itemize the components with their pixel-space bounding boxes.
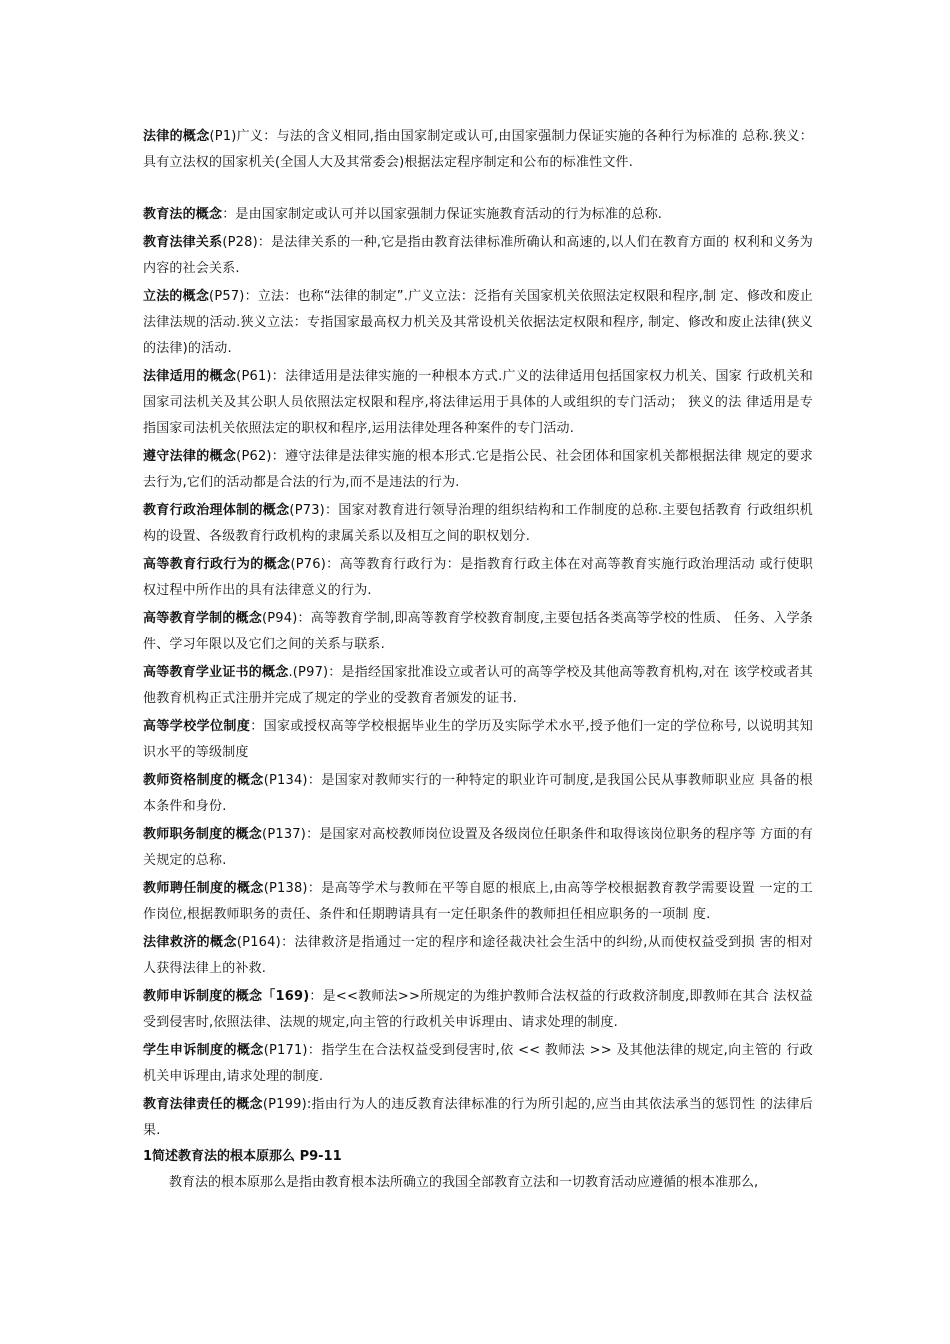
definition-term: 教育法律责任的概念 xyxy=(143,1097,263,1112)
definition-paragraph xyxy=(143,230,813,282)
definition-body: (P171)：指学生在合法权益受到侵害时,依 << 教师法 >> 及其他法律的规定,向主管的 行政机关申诉理由,请求处理的制度. xyxy=(143,1043,813,1084)
section-heading: 1简述教育法的根本原那么 P9-11 xyxy=(143,1149,342,1164)
definition-body: (P28)：是法律关系的一种,它是指由教育法律标准所确认和高速的,以人们在教育方面的 权利和义务为内容的社会关系. xyxy=(143,235,813,276)
definition-term: 教师职务制度的概念 xyxy=(143,827,263,842)
definition-term: 立法的概念 xyxy=(143,289,210,304)
definition-paragraph xyxy=(143,822,813,874)
definition-paragraph xyxy=(143,606,813,658)
definition-term: 高等学校学位制度 xyxy=(143,719,251,734)
definition-paragraph xyxy=(143,1038,813,1090)
definition-paragraph xyxy=(143,284,813,362)
definition-paragraph xyxy=(143,498,813,550)
definition-term: 教师聘任制度的概念 xyxy=(143,881,264,896)
definition-body: (P137)：是国家对高校教师岗位设置及各级岗位任职条件和取得该岗位职务的程序等 方面的有关规定的总称. xyxy=(143,827,813,868)
definition-body: (P61)：法律适用是法律实施的一种根本方式.广义的法律适用包括国家权力机关、国家 行政机关和国家司法机关及其公职人员依照法定权限和程序,将法律运用于具体的人或组织的专门活动； 狭义的法 律适用是专指国家司法机关依照法定的职权和程序,运用法律处理各种案件的专门活动. xyxy=(143,369,813,436)
definition-paragraph xyxy=(143,660,813,712)
definition-term: 高等教育学业证书的概念 xyxy=(143,665,289,680)
document-body xyxy=(143,124,813,1196)
definition-term: 高等教育行政行为的概念 xyxy=(143,557,291,572)
definition-body: ：是<<教师法>>所规定的为维护教师合法权益的行政救济制度,即教师在其合 法权益受到侵害时,依照法律、法规的规定,向主管的行政机关申诉理由、请求处理的制度. xyxy=(143,989,813,1030)
definition-paragraph xyxy=(143,714,813,766)
definition-paragraph xyxy=(143,876,813,928)
definition-body: (P164)：法律救济是指通过一定的程序和途径裁决社会生活中的纠纷,从而使权益受到损 害的相对人获得法律上的补救. xyxy=(143,935,814,976)
definition-body: ：国家或授权高等学校根据毕业生的学历及实际学术水平,授予他们一定的学位称号, 以说明其知识水平的等级制度 xyxy=(143,719,813,760)
definition-paragraph xyxy=(143,202,813,228)
definition-term: 学生申诉制度的概念 xyxy=(143,1043,264,1058)
definition-term: 教师申诉制度的概念「169) xyxy=(143,989,310,1004)
definition-term: 高等教育学制的概念 xyxy=(143,611,262,626)
definition-term: 教师资格制度的概念 xyxy=(143,773,264,788)
definition-term: 法律的概念 xyxy=(143,129,210,144)
definition-paragraph xyxy=(143,768,813,820)
definition-paragraph xyxy=(143,364,813,442)
definition-paragraph xyxy=(143,552,813,604)
definition-body: .(P97)：是指经国家批准设立或者认可的高等学校及其他高等教育机构,对在 该学校或者其他教育机构正式注册并完成了规定的学业的受教育者颁发的证书. xyxy=(143,665,813,706)
definition-body: (P138)：是高等学术与教师在平等自愿的根底上,由高等学校根据教育教学需要设置 一定的工作岗位,根据教师职务的责任、条件和任期聘请具有一定任职条件的教师担任相应职务的一项制 度. xyxy=(143,881,813,922)
definition-paragraph xyxy=(143,124,813,176)
definition-body: (P134)：是国家对教师实行的一种特定的职业许可制度,是我国公民从事教师职业应 具备的根本条件和身份. xyxy=(143,773,813,814)
definition-term: 教育法律关系 xyxy=(143,235,223,250)
definition-paragraph xyxy=(143,930,813,982)
definition-term: 法律适用的概念 xyxy=(143,369,237,384)
definition-term: 教育行政治理体制的概念 xyxy=(143,503,290,518)
definition-body: ：是由国家制定或认可并以国家强制力保证实施教育活动的行为标准的总称. xyxy=(222,207,663,222)
definition-paragraph xyxy=(143,444,813,496)
section-text: 教育法的根本原那么是指由教育根本法所确立的我国全部教育立法和一切教育活动应遵循的根本准那么, xyxy=(169,1175,759,1190)
definition-body: (P94)：高等教育学制,即高等教育学校教育制度,主要包括各类高等学校的性质、 任务、入学条件、学习年限以及它们之间的关系与联系. xyxy=(143,611,813,652)
definition-body: (P57)：立法：也称“法律的制定”.广义立法：泛指有关国家机关依照法定权限和程序,制 定、修改和废止法律法规的活动.狭义立法：专指国家最高权力机关及其常设机关依据法定权限和程序, 制定、修改和废止法律(狭义的法律)的活动. xyxy=(143,289,813,356)
definition-body: (P199):指由行为人的违反教育法律标准的行为所引起的,应当由其依法承当的惩罚性 的法律后果. xyxy=(143,1097,813,1138)
definition-term: 教育法的概念 xyxy=(143,207,223,222)
definition-body: (P76)：高等教育行政行为：是指教育行政主体在对高等教育实施行政治理活动 或行使职权过程中所作出的具有法律意义的行为. xyxy=(143,557,813,598)
definition-body: (P62)：遵守法律是法律实施的根本形式.它是指公民、社会团体和国家机关都根据法律 规定的要求去行为,它们的活动都是合法的行为,而不是违法的行为. xyxy=(143,449,813,490)
definition-body: (P73)：国家对教育进行领导治理的组织结构和工作制度的总称.主要包括教育 行政组织机构的设置、各级教育行政机构的隶属关系以及相互之间的职权划分. xyxy=(143,503,814,544)
definition-paragraph xyxy=(143,1092,813,1144)
definition-paragraph xyxy=(143,984,813,1036)
definition-body: (P1)广义：与法的含义相同,指由国家制定或认可,由国家强制力保证实施的各种行为标准的 总称.狭义：具有立法权的国家机关(全国人大及其常委会)根据法定程序制定和公布的标准性文件. xyxy=(143,129,813,170)
definition-term: 遵守法律的概念 xyxy=(143,449,237,464)
definition-term: 法律救济的概念 xyxy=(143,935,237,950)
